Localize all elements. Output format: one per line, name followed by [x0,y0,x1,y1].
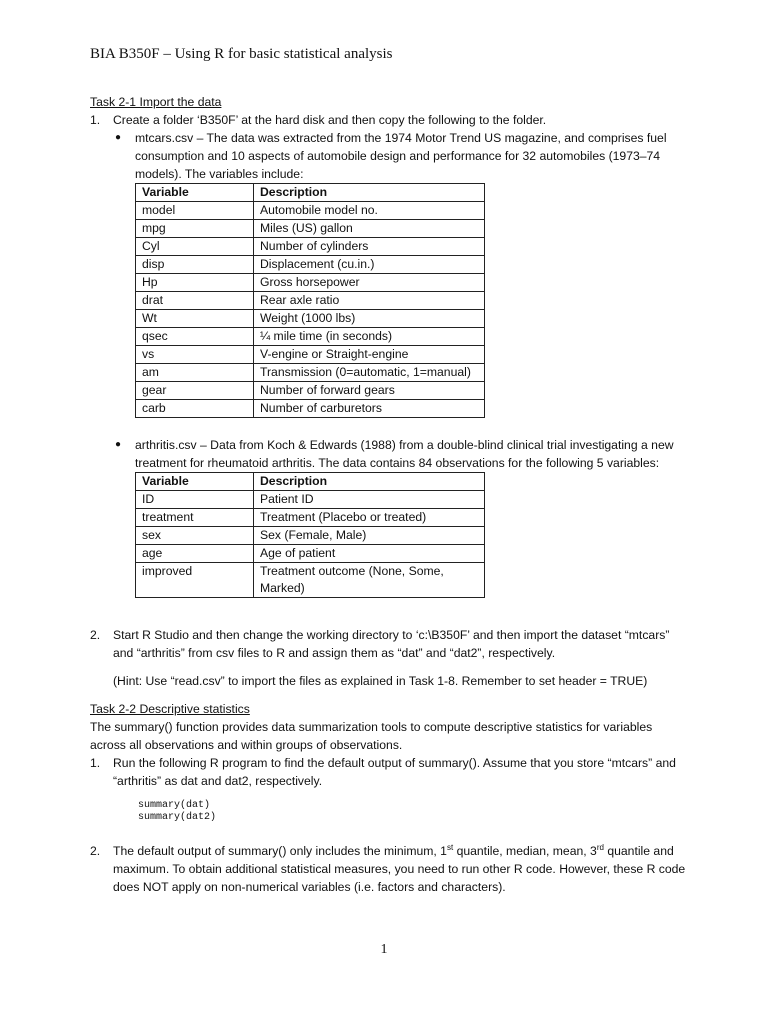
table-header-cell: Variable [136,473,254,491]
step-number: 1. [90,756,101,770]
table-header-row [136,184,485,202]
bullet-arthritis [90,436,690,472]
hint-text: (Hint: Use “read.csv” to import the files as explained in Task 1-8. Remember to set header = TRUE) [113,674,648,688]
description-cell: Gross horsepower [254,274,485,292]
table-row [136,220,485,238]
arthritis-variables-table [135,472,485,598]
superscript: rd [596,842,604,852]
table-row [136,400,485,418]
superscript: st [446,842,454,852]
description-cell: Miles (US) gallon [254,220,485,238]
step-number: 2. [90,628,101,642]
bullet-text: mtcars.csv – The data was extracted from the 1974 Motor Trend US magazine, and comprises fuel consumption and 10 aspects of automobile design and performance for 32 automobiles (1973–74 models). The variables include: [135,131,667,181]
bullet-text: arthritis.csv – Data from Koch & Edwards (1988) from a double-blind clinical trial investigating a new treatment for rheumatoid arthritis. The data contains 84 observations for the following 5 variables: [135,438,674,470]
variable-cell: qsec [136,328,254,346]
bullet-mtcars [90,129,690,183]
step-text: Start R Studio and then change the working directory to ‘c:\B350F’ and then import the dataset “mtcars” and “arthritis” from csv files to R and assign them as “dat” and “dat2”, respectively. [113,628,670,660]
task-2-2-intro: The summary() function provides data summarization tools to compute descriptive statistics for variables across all observations and within groups of observations. [90,720,653,752]
table-row [136,202,485,220]
description-cell: V-engine or Straight-engine [254,346,485,364]
table-header-row [136,473,485,491]
description-cell: Number of carburetors [254,400,485,418]
variable-cell: drat [136,292,254,310]
table-row [136,238,485,256]
table-row [136,527,485,545]
description-cell: Age of patient [254,545,485,563]
task-2-1-step-2 [90,626,690,662]
task-2-1-heading: Task 2-1 Import the data [90,95,222,109]
description-cell: Treatment outcome (None, Some, Marked) [254,563,485,598]
variable-cell: gear [136,382,254,400]
variable-cell: Cyl [136,238,254,256]
text-fragment: quantile, median, mean, 3 [453,844,597,858]
table-row [136,364,485,382]
task-2-2-step-1 [90,754,690,790]
variable-cell: improved [136,563,254,598]
variable-cell: Wt [136,310,254,328]
table-row [136,382,485,400]
variable-cell: treatment [136,509,254,527]
document-body [90,93,690,896]
task-2-2-step-2 [90,842,690,896]
description-cell: Number of cylinders [254,238,485,256]
description-cell: Patient ID [254,491,485,509]
code-line: summary(dat2) [138,812,217,823]
variable-cell: mpg [136,220,254,238]
text-fragment: The default output of summary() only includes the minimum, 1 [113,844,447,858]
table-row [136,545,485,563]
page-number: 1 [380,942,388,957]
table-body [136,491,485,598]
variable-cell: Hp [136,274,254,292]
table-row [136,292,485,310]
table-row [136,491,485,509]
variable-cell: sex [136,527,254,545]
variable-cell: am [136,364,254,382]
page-header: BIA B350F – Using R for basic statistical analysis [90,46,393,62]
variable-cell: model [136,202,254,220]
description-cell: Weight (1000 lbs) [254,310,485,328]
table-row [136,256,485,274]
description-cell: Transmission (0=automatic, 1=manual) [254,364,485,382]
table-row [136,328,485,346]
variable-cell: disp [136,256,254,274]
variable-cell: carb [136,400,254,418]
table-header-cell: Description [254,473,485,491]
table-row [136,274,485,292]
description-cell: Number of forward gears [254,382,485,400]
text-fragment: quantile and maximum. To obtain additional statistical measures, you need to run other R code. However, these R code does NOT apply on non-numerical variables (i.e. factors and characters). [113,844,686,894]
variable-cell: vs [136,346,254,364]
task-2-2-heading: Task 2-2 Descriptive statistics [90,702,250,716]
table-row [136,310,485,328]
table-header-cell: Variable [136,184,254,202]
table-row [136,346,485,364]
code-line: summary(dat) [138,800,211,811]
mtcars-variables-table [135,183,485,418]
step-number: 2. [90,844,101,858]
description-cell: Displacement (cu.in.) [254,256,485,274]
bullet-icon: ● [115,439,122,450]
table-row [136,509,485,527]
description-cell: Sex (Female, Male) [254,527,485,545]
step-number: 1. [90,113,101,127]
step-text [113,844,685,894]
description-cell: Automobile model no. [254,202,485,220]
step-text: Run the following R program to find the default output of summary(). Assume that you store “mtcars” and “arthritis” as dat and dat2, respectively. [113,756,676,788]
variable-cell: age [136,545,254,563]
task-2-1-step-1 [90,111,690,129]
table-row [136,563,485,598]
variable-cell: ID [136,491,254,509]
description-cell: Treatment (Placebo or treated) [254,509,485,527]
bullet-icon: ● [115,132,122,143]
step-text: Create a folder ‘B350F’ at the hard disk and then copy the following to the folder. [113,113,547,127]
table-header-cell: Description [254,184,485,202]
description-cell: ¼ mile time (in seconds) [254,328,485,346]
description-cell: Rear axle ratio [254,292,485,310]
table-body [136,202,485,418]
